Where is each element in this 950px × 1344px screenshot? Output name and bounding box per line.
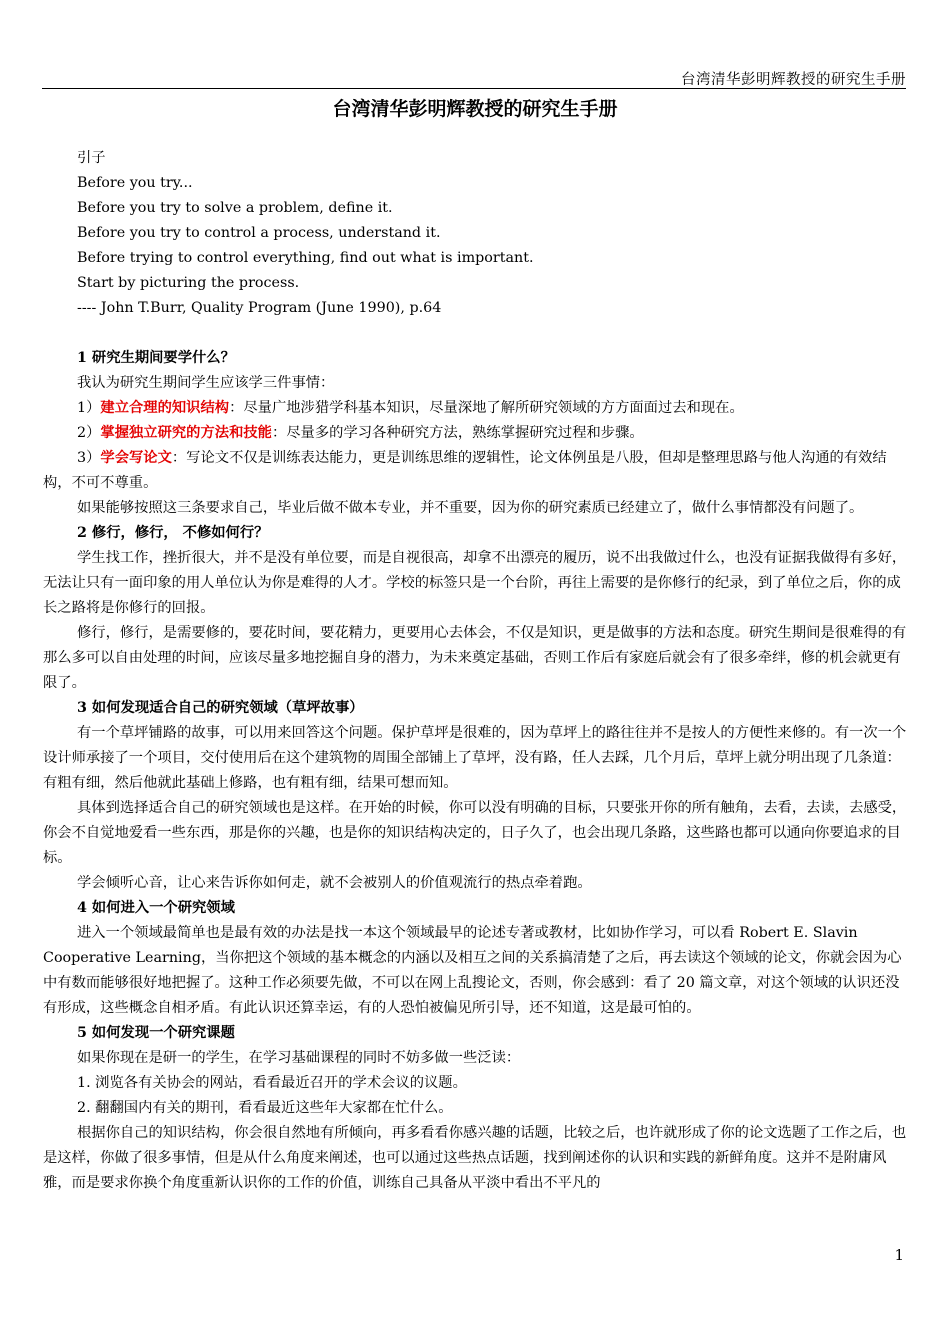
item-key-phrase: 建立合理的知识结构 bbox=[100, 400, 230, 416]
item-key-phrase: 学会写论文 bbox=[100, 450, 172, 466]
section-4-heading: 4 如何进入一个研究领域 bbox=[77, 900, 235, 916]
intro-block bbox=[43, 146, 907, 321]
running-header-title: 台湾清华彭明辉教授的研究生手册 bbox=[681, 72, 906, 88]
intro-label: 引子 bbox=[77, 150, 106, 166]
intro-line: Before trying to control everything, find out what is important. bbox=[77, 250, 534, 266]
spacer bbox=[43, 321, 907, 346]
section-5-list-item-2: 2. 翻翻国内有关的期刊，看看最近这些年大家都在忙什么。 bbox=[77, 1100, 453, 1116]
section-5-heading: 5 如何发现一个研究课题 bbox=[77, 1025, 235, 1041]
item-number: 3） bbox=[77, 450, 101, 466]
item-number: 2） bbox=[77, 425, 101, 441]
section-5-paragraph-1: 根据你自己的知识结构，你会很自然地有所倾向，再多看看你感兴趣的话题，比较之后，也许就形成了你的论文选题了工作之后，也是这样，你做了很多事情，但是从什么角度来阐述，也可以通过这些热点话题，找到阐述你的认识和实践的新鲜角度。这并不是附庸风雅，而是要求你换个角度重新认识你的工作的价值，训练自己具备从平淡中看出不平凡的 bbox=[43, 1125, 907, 1191]
section-2-paragraph-1: 学生找工作，挫折很大，并不是没有单位要，而是自视很高，却拿不出漂亮的履历，说不出我做过什么，也没有证据我做得有多好，无法让只有一面印象的用人单位认为你是难得的人才。学校的标签只是一个台阶，再往上需要的是你修行的纪录，到了单位之后，你的成长之路将是你修行的回报。 bbox=[43, 550, 907, 616]
intro-line: Before you try to control a process, understand it. bbox=[77, 225, 441, 241]
section-5-list-item-1: 1. 浏览各有关协会的网站，看看最近召开的学术会议的议题。 bbox=[77, 1075, 467, 1091]
section-1-item-2 bbox=[43, 421, 907, 446]
section-1-item-3 bbox=[43, 446, 907, 496]
item-text: ：写论文不仅是训练表达能力，更是训练思维的逻辑性，论文体例虽是八股，但却是整理思路与他人沟通的有效结构，不可不尊重。 bbox=[43, 450, 887, 491]
section-1-item-1 bbox=[43, 396, 907, 421]
page-number: 1 bbox=[894, 1246, 904, 1264]
section-1-paragraph: 如果能够按照这三条要求自己，毕业后做不做本专业，并不重要，因为你的研究素质已经建立了，做什么事情都没有问题了。 bbox=[77, 500, 864, 516]
item-number: 1） bbox=[77, 400, 101, 416]
section-1-lead: 我认为研究生期间学生应该学三件事情： bbox=[77, 375, 335, 391]
intro-line: Before you try... bbox=[77, 175, 193, 191]
item-text: ：尽量广地涉猎学科基本知识，尽量深地了解所研究领域的方方面面过去和现在。 bbox=[229, 400, 744, 416]
document-body bbox=[43, 146, 907, 1196]
section-5-lead: 如果你现在是研一的学生，在学习基础课程的同时不妨多做一些泛读： bbox=[77, 1050, 521, 1066]
intro-citation: ---- John T.Burr, Quality Program (June 1990), p.64 bbox=[77, 300, 442, 316]
section-4-paragraph-1: 进入一个领域最简单也是最有效的办法是找一本这个领域最早的论述专著或教材，比如协作学习，可以看 Robert E. Slavin Cooperative Learning，当你把这个领域的基本概念的内涵以及相互之间的关系搞清楚了之后，再去读这个领域的论文，你就会因为心中有数而能够很好地把握了。这种工作必须要先做，不可以在网上乱搜论文，否则，你会感到：看了 20 篇文章，对这个领域的认识还没有形成，这些概念自相矛盾。有此认识还算幸运，有的人恐怕被偏见所引导，还不知道，这是最可怕的。 bbox=[43, 925, 902, 1016]
section-3-heading: 3 如何发现适合自己的研究领域（草坪故事） bbox=[77, 700, 364, 716]
section-3-paragraph-2: 具体到选择适合自己的研究领域也是这样。在开始的时候，你可以没有明确的目标，只要张开你的所有触角，去看，去读，去感受，你会不自觉地爱看一些东西，那是你的兴趣，也是你的知识结构决定的，日子久了，也会出现几条路，这些路也都可以通向你要追求的目标。 bbox=[43, 800, 907, 866]
section-1-heading: 1 研究生期间要学什么？ bbox=[77, 350, 235, 366]
intro-line: Before you try to solve a problem, define it. bbox=[77, 200, 393, 216]
section-2-heading: 2 修行，修行， 不修如何行？ bbox=[77, 525, 269, 541]
section-3-paragraph-1: 有一个草坪铺路的故事，可以用来回答这个问题。保护草坪是很难的，因为草坪上的路往往并不是按人的方便性来修的。有一次一个设计师承接了一个项目，交付使用后在这个建筑物的周围全部铺上了草坪，没有路，任人去踩，几个月后，草坪上就分明出现了几条道：有粗有细，然后他就此基础上修路，也有粗有细，结果可想而知。 bbox=[43, 725, 907, 791]
running-header bbox=[42, 62, 906, 89]
item-text: ：尽量多的学习各种研究方法，熟练掌握研究过程和步骤。 bbox=[271, 425, 644, 441]
section-3-paragraph-3: 学会倾听心音，让心来告诉你如何走，就不会被别人的价值观流行的热点牵着跑。 bbox=[77, 875, 592, 891]
item-key-phrase: 掌握独立研究的方法和技能 bbox=[100, 425, 272, 441]
section-2-paragraph-2: 修行，修行，是需要修的，要花时间，要花精力，更要用心去体会，不仅是知识，更是做事的方法和态度。研究生期间是很难得的有那么多可以自由处理的时间，应该尽量多地挖掘自身的潜力，为未来奠定基础，否则工作后有家庭后就会有了很多牵绊，修的机会就更有限了。 bbox=[43, 625, 907, 691]
document-title: 台湾清华彭明辉教授的研究生手册 bbox=[332, 98, 618, 120]
intro-line: Start by picturing the process. bbox=[77, 275, 300, 291]
